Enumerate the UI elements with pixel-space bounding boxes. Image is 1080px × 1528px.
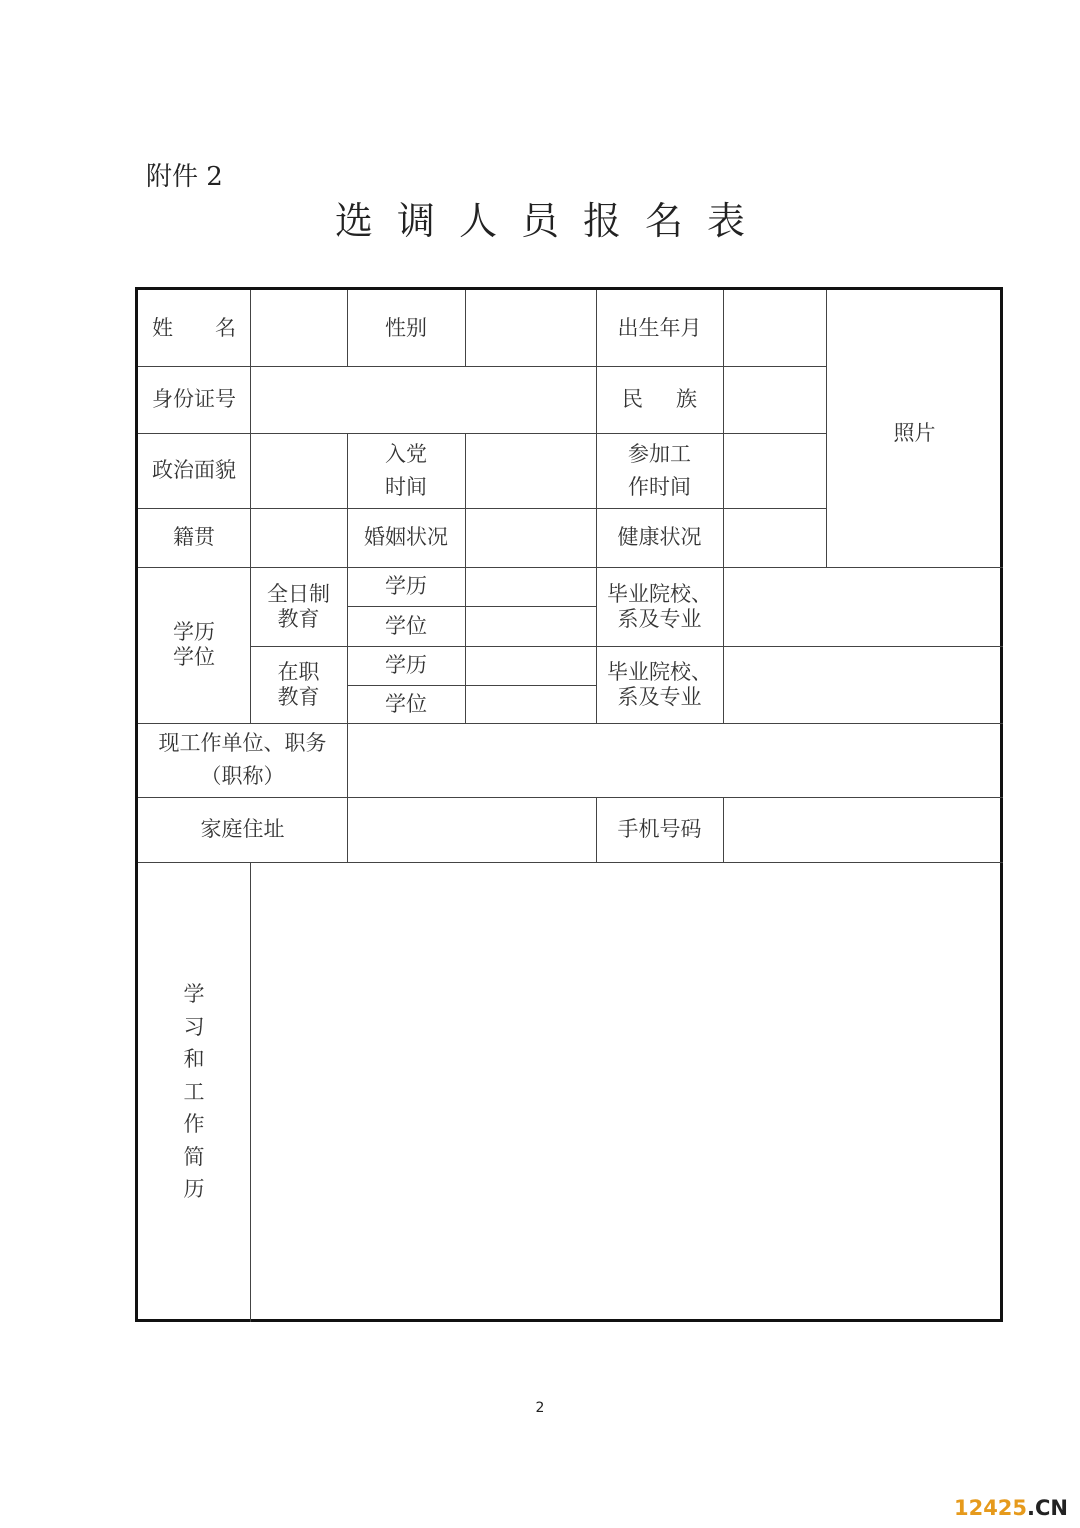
id-number-label: 身份证号	[152, 387, 236, 412]
mobile-field[interactable]	[723, 797, 1003, 862]
attachment-label: 附件 2	[146, 162, 223, 192]
ethnic-label: 民 族	[622, 387, 697, 412]
fulltime-edu-label: 学历	[385, 574, 427, 599]
inservice-school-label: 毕业院校、 系及专业	[607, 660, 712, 709]
birth-label: 出生年月	[617, 315, 702, 340]
native-place-label: 籍贯	[173, 525, 215, 550]
mobile-label: 手机号码	[617, 817, 702, 842]
marital-status-label: 婚姻状况	[364, 525, 448, 550]
political-status-label: 政治面貌	[152, 458, 236, 483]
photo-box[interactable]	[826, 290, 1003, 567]
resume-label-char: 历	[183, 1177, 205, 1202]
education-degree-label: 学历 学位	[173, 619, 215, 669]
inservice-edu-field[interactable]	[465, 646, 596, 685]
inservice-education-label: 在职 教育	[277, 660, 320, 709]
resume-label-char: 习	[183, 1014, 205, 1039]
resume-label-char: 简	[183, 1144, 205, 1169]
id-number-field[interactable]	[250, 366, 596, 433]
page-number: 2	[535, 1400, 545, 1416]
name-field[interactable]	[250, 290, 347, 366]
fulltime-education-label: 全日制 教育	[267, 582, 330, 631]
photo-label: 照片	[893, 421, 936, 445]
workplace-label: 现工作单位、职务 （职称）	[158, 731, 327, 788]
work-start-field[interactable]	[723, 433, 826, 508]
party-join-field[interactable]	[465, 433, 596, 508]
ethnic-field[interactable]	[723, 366, 826, 433]
health-status-label: 健康状况	[617, 525, 702, 550]
resume-label-char: 和	[183, 1047, 205, 1072]
inservice-school-field[interactable]	[723, 646, 1003, 723]
resume-label	[138, 862, 250, 1322]
work-start-label: 参加工 作时间	[628, 441, 691, 499]
site-watermark: 12425.CN	[953, 1496, 1068, 1520]
address-field[interactable]	[347, 797, 596, 862]
resume-label-char: 工	[183, 1079, 205, 1104]
native-place-field[interactable]	[250, 508, 347, 567]
workplace-field[interactable]	[347, 723, 1003, 797]
fulltime-degree-field[interactable]	[465, 606, 596, 646]
inservice-degree-label: 学位	[385, 691, 427, 716]
party-join-label: 入党 时间	[385, 441, 427, 499]
fulltime-edu-field[interactable]	[465, 567, 596, 606]
address-label: 家庭住址	[200, 817, 285, 842]
resume-label-char: 学	[183, 982, 205, 1007]
resume-field[interactable]	[250, 862, 1003, 1322]
gender-label: 性别	[385, 315, 427, 340]
name-label: 姓 名	[152, 315, 236, 340]
fulltime-degree-label: 学位	[385, 613, 427, 638]
marital-status-field[interactable]	[465, 508, 596, 567]
inservice-edu-label: 学历	[385, 653, 427, 678]
health-status-field[interactable]	[723, 508, 826, 567]
fulltime-school-label: 毕业院校、 系及专业	[607, 582, 712, 631]
political-status-field[interactable]	[250, 433, 347, 508]
registration-form-table	[135, 287, 1003, 1322]
resume-label-char: 作	[183, 1112, 205, 1137]
form-title: 选调人员报名表	[334, 199, 769, 243]
inservice-degree-field[interactable]	[465, 685, 596, 723]
gender-field[interactable]	[465, 290, 596, 366]
fulltime-school-field[interactable]	[723, 567, 1003, 646]
birth-field[interactable]	[723, 290, 826, 366]
